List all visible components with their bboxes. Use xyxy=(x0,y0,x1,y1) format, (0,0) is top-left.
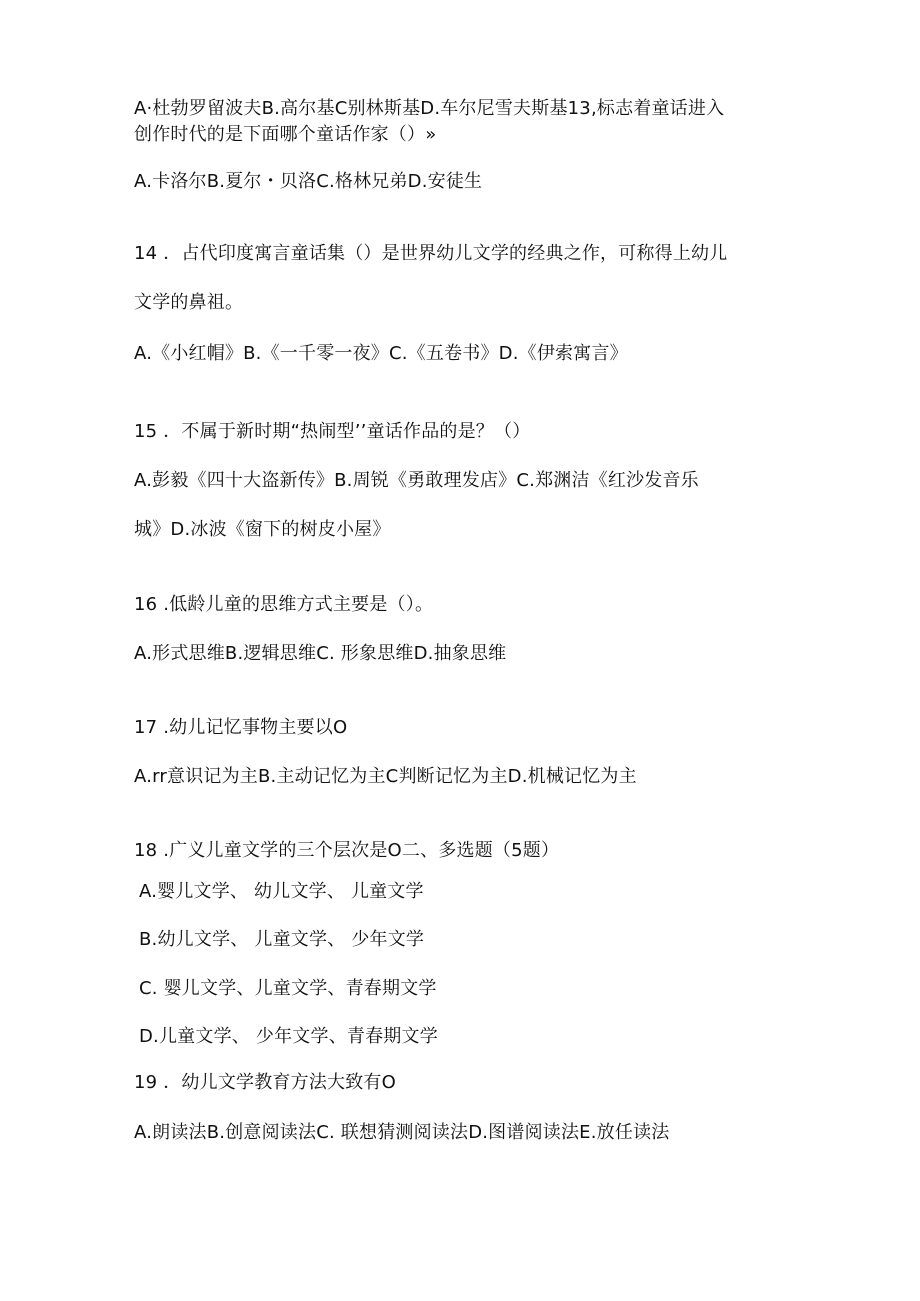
line-q18-option-d: D.儿童文学、 少年文学、青春期文学 xyxy=(139,1026,438,1047)
line-q17-options: A.rr意识记为主B.主动记忆为主C判断记忆为主D.机械记忆为主 xyxy=(134,766,637,787)
line-q15-question: 15 ．不属于新时期“热闹型’’童话作品的是？（） xyxy=(134,421,531,442)
line-q14-question: 14 ．占代印度寓言童话集（）是世界幼儿文学的经典之作，可称得上幼儿 xyxy=(134,243,728,264)
line-q18-option-b: B.幼儿文学、 儿童文学、 少年文学 xyxy=(139,929,425,950)
line-q19-options: A.朗读法B.创意阅读法C. 联想猜测阅读法D.图谱阅读法E.放任读法 xyxy=(134,1122,670,1143)
line-q12-options: A·杜勃罗留波夫B.高尔基C别林斯基D.车尔尼雪夫斯基13,标志着童话进入 xyxy=(134,98,725,119)
line-q16-question: 16 .低龄儿童的思维方式主要是（）。 xyxy=(134,594,434,615)
line-q19-question: 19 ．幼儿文学教育方法大致有O xyxy=(134,1072,396,1093)
line-q16-options: A.形式思维B.逻辑思维C. 形象思维D.抽象思维 xyxy=(134,643,507,664)
line-q13-options: A.卡洛尔B.夏尔・贝洛C.格林兄弟D.安徒生 xyxy=(134,171,483,192)
line-q15-options-cont: 城》D.冰波《窗下的树皮小屋》 xyxy=(134,519,391,540)
line-q18-option-a: A.婴儿文学、 幼儿文学、 儿童文学 xyxy=(139,881,424,902)
line-q17-question: 17 .幼儿记忆事物主要以O xyxy=(134,717,348,738)
line-q18-question: 18 .广义儿童文学的三个层次是O二、多选题（5题） xyxy=(134,840,560,861)
line-q13-question-cont: 创作时代的是下面哪个童话作家（）» xyxy=(134,124,437,145)
line-q18-option-c: C. 婴儿文学、儿童文学、青春期文学 xyxy=(139,978,437,999)
line-q14-question-cont: 文学的鼻祖。 xyxy=(134,292,244,313)
line-q14-options: A.《小红帽》B.《一千零一夜》C.《五卷书》D.《伊索寓言》 xyxy=(134,343,628,364)
line-q15-options: A.彭毅《四十大盗新传》B.周锐《勇敢理发店》C.郑渊洁《红沙发音乐 xyxy=(134,470,699,491)
